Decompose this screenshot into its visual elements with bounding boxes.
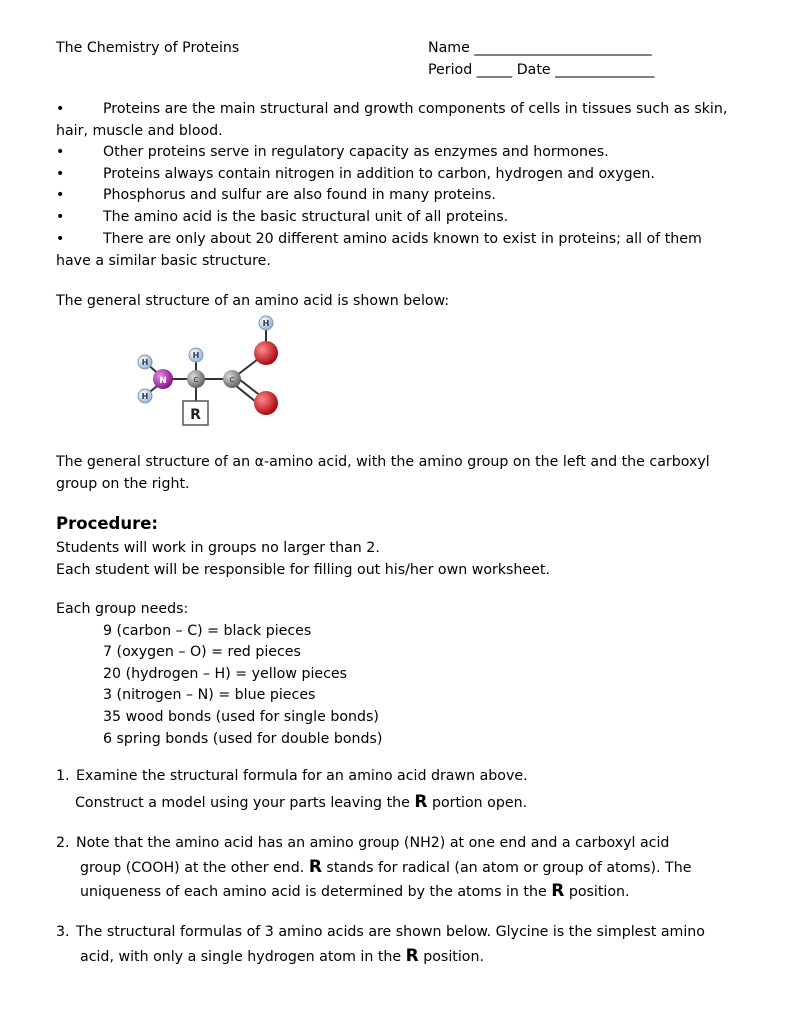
- r-symbol: R: [405, 946, 419, 966]
- step-text-part: acid, with only a single hydrogen atom in the: [80, 949, 406, 965]
- atom-label: C: [229, 376, 235, 384]
- bullet-text: There are only about 20 different amino acids known to exist in proteins; all of them: [103, 231, 702, 247]
- step-text-part: portion open.: [427, 795, 528, 811]
- step-text: Note that the amino acid has an amino group (NH2) at one end and a carboxyl acid: [76, 835, 670, 851]
- step-text-part: Construct a model using your parts leaving the: [75, 795, 415, 811]
- name-field-label: Name _________________________: [428, 40, 652, 56]
- bullet-text: The amino acid is the basic structural unit of all proteins.: [103, 209, 509, 225]
- step-text: The structural formulas of 3 amino acids are shown below. Glycine is the simplest amino: [76, 924, 705, 940]
- needs-label: Each group needs:: [56, 601, 189, 617]
- atom-label: C: [193, 376, 199, 384]
- figure-caption-line-1: The general structure of an α-amino acid, with the amino group on the left and the carboxyl: [56, 454, 710, 470]
- step-text: [75, 792, 527, 812]
- procedure-heading: Procedure:: [56, 514, 159, 533]
- r-symbol: R: [551, 881, 565, 901]
- atom-label: H: [192, 351, 200, 360]
- materials-item: 7 (oxygen – O) = red pieces: [103, 644, 301, 660]
- atom-label: H: [141, 392, 149, 401]
- bullet-text: Other proteins serve in regulatory capacity as enzymes and hormones.: [103, 144, 609, 160]
- procedure-line: Each student will be responsible for filling out his/her own worksheet.: [56, 562, 550, 578]
- bullet-text: Phosphorus and sulfur are also found in many proteins.: [103, 187, 496, 203]
- bullet-symbol: •: [56, 101, 65, 117]
- bullet-symbol: •: [56, 187, 65, 203]
- step-text: [80, 946, 484, 966]
- bullet-text-continuation: hair, muscle and blood.: [56, 123, 223, 139]
- step-number: 3.: [56, 924, 70, 940]
- bullet-symbol: •: [56, 144, 65, 160]
- atom-label: N: [159, 376, 167, 386]
- step-text: [80, 881, 630, 901]
- step-text: [80, 857, 691, 877]
- figure-caption-line-2: group on the right.: [56, 476, 190, 492]
- step-text-part: uniqueness of each amino acid is determined by the atoms in the: [80, 884, 552, 900]
- period-date-field-label: Period _____ Date ______________: [428, 62, 655, 78]
- materials-item: 20 (hydrogen – H) = yellow pieces: [103, 666, 348, 682]
- oxygen-atom: [254, 391, 278, 415]
- r-symbol: R: [308, 857, 322, 877]
- materials-item: 35 wood bonds (used for single bonds): [103, 709, 379, 725]
- procedure-line: Students will work in groups no larger than 2.: [56, 540, 380, 556]
- step-text-part: position.: [418, 949, 484, 965]
- step-text-part: group (COOH) at the other end.: [80, 860, 309, 876]
- bullet-symbol: •: [56, 166, 65, 182]
- materials-item: 3 (nitrogen – N) = blue pieces: [103, 687, 316, 703]
- document-title: The Chemistry of Proteins: [56, 40, 240, 56]
- atom-label: H: [262, 319, 270, 328]
- bullet-text: Proteins are the main structural and growth components of cells in tissues such as skin,: [103, 101, 728, 117]
- structure-intro: The general structure of an amino acid is shown below:: [56, 293, 450, 309]
- atoms: [138, 316, 278, 425]
- step-number: 2.: [56, 835, 70, 851]
- bullet-symbol: •: [56, 231, 65, 247]
- bullet-symbol: •: [56, 209, 65, 225]
- step-text-part: position.: [564, 884, 630, 900]
- oxygen-atom: [254, 341, 278, 365]
- bonds: [145, 323, 266, 406]
- bullet-text-continuation: have a similar basic structure.: [56, 253, 271, 269]
- step-number: 1.: [56, 768, 70, 784]
- materials-item: 6 spring bonds (used for double bonds): [103, 731, 383, 747]
- atom-label: H: [141, 358, 149, 367]
- amino-acid-molecule-diagram: [125, 313, 295, 435]
- r-group-label: R: [190, 407, 201, 423]
- step-text-part: stands for radical (an atom or group of atoms). The: [321, 860, 692, 876]
- bullet-text: Proteins always contain nitrogen in addition to carbon, hydrogen and oxygen.: [103, 166, 655, 182]
- step-text: Examine the structural formula for an amino acid drawn above.: [76, 768, 528, 784]
- r-symbol: R: [414, 792, 428, 812]
- materials-item: 9 (carbon – C) = black pieces: [103, 623, 312, 639]
